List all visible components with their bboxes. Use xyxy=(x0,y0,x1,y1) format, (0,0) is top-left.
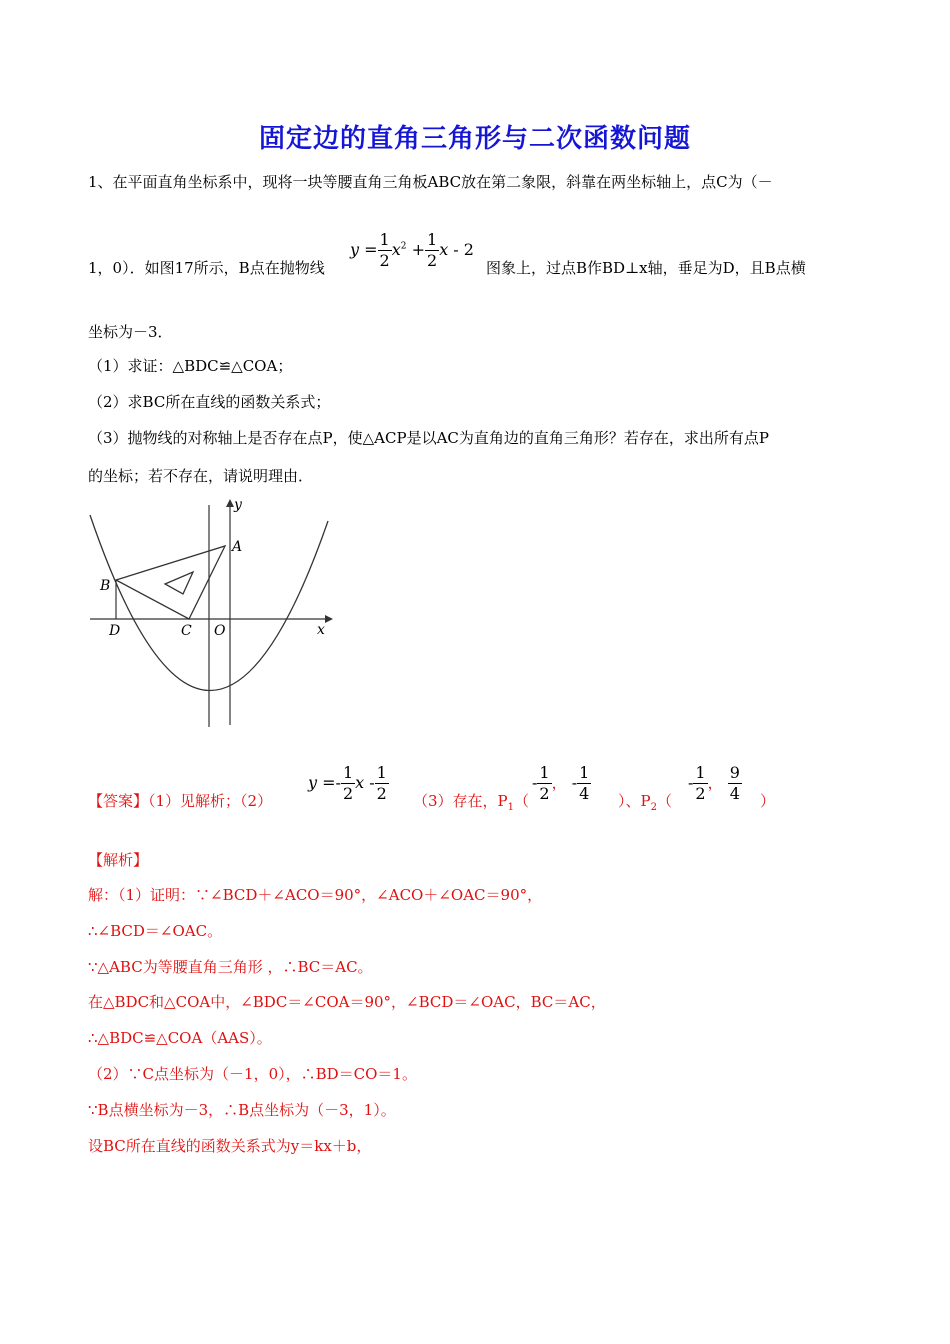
analysis-line: ∴△BDC≌△COA（AAS）。 xyxy=(88,1029,272,1047)
answer-p2-comma: ， xyxy=(707,774,723,792)
analysis-line: 设BC所在直线的函数关系式为y＝kx＋b， xyxy=(88,1137,372,1155)
analysis-line: ∵B点横坐标为－3，∴B点坐标为（－3，1）。 xyxy=(88,1101,396,1119)
answer-p2-label xyxy=(618,791,672,818)
label-b: B xyxy=(100,578,111,594)
y-axis-arrow xyxy=(226,499,234,507)
analysis-line: ∵△ABC为等腰直角三角形 ，∴BC＝AC。 xyxy=(88,958,373,976)
answer-p1-open: （ xyxy=(514,792,530,810)
question-2: （2）求BC所在直线的函数关系式； xyxy=(88,393,331,411)
label-y: y xyxy=(234,497,242,513)
geometry-figure xyxy=(85,493,345,733)
x-axis-arrow xyxy=(325,615,333,623)
answer-close: ） xyxy=(760,792,776,810)
question-1: （1）求证：△BDC≌△COA； xyxy=(88,357,293,375)
answer-line xyxy=(88,791,272,811)
answer-part-3 xyxy=(413,791,529,818)
analysis-line: ∴∠BCD＝∠OAC。 xyxy=(88,922,223,940)
answer-p1-label: （3）存在，P xyxy=(413,792,508,810)
label-o: O xyxy=(214,623,226,639)
answer-p2-sub: 2 xyxy=(650,802,657,813)
label-d: D xyxy=(109,623,121,639)
answer-part-1: （1）见解析；（2） xyxy=(148,792,273,810)
answer-p1-coords: - $\frac{1}{2}$ ， - $\frac{1}{4}$ xyxy=(532,763,590,803)
answer-p1-comma: ， xyxy=(551,774,567,792)
answer-tag: 【答案】 xyxy=(88,792,149,810)
analysis-line: 在△BDC和△COA中，∠BDC＝∠COA＝90°，∠BCD＝∠OAC，BC＝AC， xyxy=(88,993,606,1011)
answer-close-sep: ）、P xyxy=(618,792,651,810)
label-x: x xyxy=(317,622,325,638)
question-3a: （3）抛物线的对称轴上是否存在点P，使△ACP是以AC为直角边的直角三角形？若存在，求出所有点P xyxy=(88,429,769,447)
answer-p2-coords: - $\frac{1}{2}$ ， $\frac{9}{4}$ xyxy=(688,763,740,803)
problem-line-2a: 1，0）．如图17所示，B点在抛物线 xyxy=(88,259,325,277)
analysis-line: 解：（1）证明：∵∠BCD＋∠ACO＝90°，∠ACO＋∠OAC＝90°， xyxy=(88,886,543,904)
label-c: C xyxy=(181,623,192,639)
page-title: 固定边的直角三角形与二次函数问题 xyxy=(258,124,691,154)
problem-line-1: 1、在平面直角坐标系中，现将一块等腰直角三角板ABC放在第二象限，斜靠在两坐标轴上，点C为（－ xyxy=(88,173,773,191)
parabola-formula: y = $\frac{1}{2}$ $x^2$ + $\frac{1}{2}$ x - 2 xyxy=(350,230,474,270)
answer-p2-open: （ xyxy=(656,792,672,810)
problem-line-3: 坐标为－3． xyxy=(88,323,173,341)
analysis-line: （2）∵C点坐标为（－1，0），∴BD＝CO＝1。 xyxy=(88,1065,417,1083)
question-3b: 的坐标；若不存在，请说明理由． xyxy=(88,467,314,485)
triangle-cutout xyxy=(165,572,193,594)
analysis-tag: 【解析】 xyxy=(88,851,149,869)
answer-bc-formula: y =- $\frac{1}{2}$ x - $\frac{1}{2}$ xyxy=(308,763,387,803)
problem-line-2b: 图象上，过点B作BD⊥x轴，垂足为D，且B点横 xyxy=(486,259,806,277)
label-a: A xyxy=(232,539,243,555)
answer-p1-sub: 1 xyxy=(507,802,515,813)
